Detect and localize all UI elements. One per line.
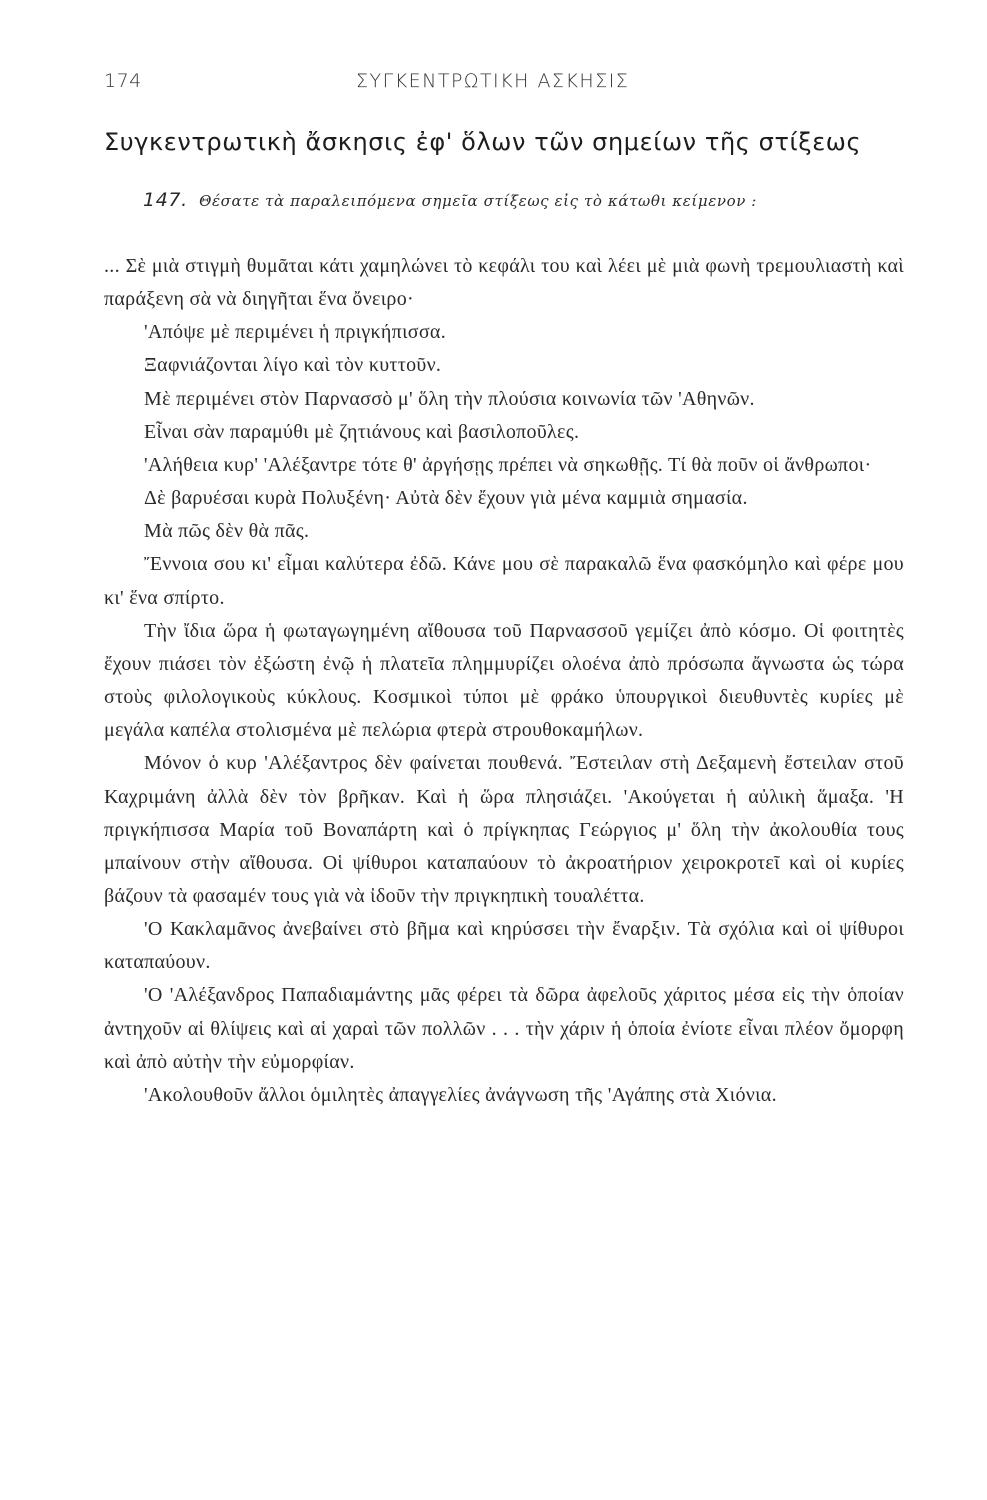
paragraph: 'Ο 'Αλέξανδρος Παπαδιαμάντης μᾶς φέρει τὰ δῶρα ἀφελοῦς χάριτος μέσα εἰς τὴν ὁποίαν ἀντηχοῦν αἱ θλίψεις καὶ αἱ χαραὶ τῶν πολλῶν . . . τὴν χάριν ἡ ὁποία ἐνίοτε εἶναι πλέον ὄμορφη καὶ ἀπὸ αὐτὴν τὴν εὐμορφίαν.: [104, 984, 904, 1073]
paragraph: ... Σὲ μιὰ στιγμὴ θυμᾶται κάτι χαμηλώνει τὸ κεφάλι του καὶ λέει μὲ μιὰ φωνὴ τρεμουλιαστὴ καὶ παράξενη σὰ νὰ διηγῆται ἕνα ὄνειρο·: [104, 255, 904, 311]
paragraph: Εἶναι σὰν παραμύθι μὲ ζητιάνους καὶ βασιλοποῦλες.: [144, 420, 580, 443]
paragraph: 'Ο Κακλαμᾶνος ἀνεβαίνει στὸ βῆμα καὶ κηρύσσει τὴν ἔναρξιν. Τὰ σχόλια καὶ οἱ ψίθυροι καταπαύουν.: [104, 918, 904, 974]
paragraph: Ἔννοια σου κι' εἶμαι καλύτερα ἐδῶ. Κάνε μου σὲ παρακαλῶ ἕνα φασκόμηλο καὶ φέρε μου κι' ἕνα σπίρτο.: [104, 553, 904, 609]
exercise-number: 147.: [143, 189, 188, 211]
running-head: [104, 70, 904, 100]
paragraph: Ξαφνιάζονται λίγο καὶ τὸν κυττοῦν.: [144, 354, 442, 377]
paragraph: Τὴν ἴδια ὥρα ἡ φωταγωγημένη αἴθουσα τοῦ Παρνασσοῦ γεμίζει ἀπὸ κόσμο. Οἱ φοιτητὲς ἔχουν πιάσει τὸν ἐξώστη ἐνῷ ἡ πλατεῖα πλημμυρίζει ολοένα ἀπὸ πρόσωπα ἄγνωστα ὡς τώρα στοὺς φιλολογικοὺς κύκλους. Κοσμικοὶ τύποι μὲ φράκο ὑπουργικοὶ διευθυντὲς κυρίες μὲ μεγάλα καπέλα στολισμένα μὲ πελώρια φτερὰ στρουθοκαμήλων.: [104, 619, 904, 742]
paragraph: Μὰ πῶς δὲν θὰ πᾶς.: [144, 520, 310, 543]
running-title: ΣΥΓΚΕΝΤΡΩΤΙΚΗ ΑΣΚΗΣΙΣ: [356, 70, 630, 92]
paragraph: Μόνον ὁ κυρ 'Αλέξαντρος δὲν φαίνεται πουθενά. Ἔστειλαν στὴ Δεξαμενὴ ἔστειλαν στοῦ Καχριμάνη ἀλλὰ δὲν τὸν βρῆκαν. Καὶ ἡ ὥρα πλησιάζει. 'Ακούγεται ἡ αὐλικὴ ἅμαξα. 'Η πριγκήπισσα Μαρία τοῦ Βοναπάρτη καὶ ὁ πρίγκηπας Γεώργιος μ' ὅλη τὴν ἀκολουθία τους μπαίνουν στὴν αἴθουσα. Οἱ ψίθυροι καταπαύουν τὸ ἀκροατήριον χειροκροτεῖ καὶ οἱ κυρίες βάζουν τὰ φασαμέν τους γιὰ νὰ ἰδοῦν τὴν πριγκηπικὴ τουαλέττα.: [104, 752, 904, 907]
exercise-instruction: [143, 189, 903, 211]
exercise-instruction-text: Θέσατε τὰ παραλειπόμενα σημεῖα στίξεως εἰς τὸ κάτωθι κείμενον :: [199, 192, 757, 210]
page-number: 174: [104, 70, 142, 92]
section-heading: Συγκεντρωτικὴ ἄσκησις ἐφ' ὅλων τῶν σημείων τῆς στίξεως: [104, 128, 862, 156]
paragraph: Μὲ περιμένει στὸν Παρνασσὸ μ' ὅλη τὴν πλούσια κοινωνία τῶν 'Αθηνῶν.: [144, 387, 755, 410]
paragraph: 'Αλήθεια κυρ' 'Αλέξαντρε τότε θ' ἀργήσῃς πρέπει νὰ σηκωθῇς. Τί θὰ ποῦν οἱ ἄνθρωποι·: [144, 453, 872, 476]
body-text: [104, 250, 904, 1112]
paragraph: 'Ακολουθοῦν ἄλλοι ὁμιλητὲς ἀπαγγελίες ἀνάγνωση τῆς 'Αγάπης στὰ Χιόνια.: [144, 1083, 777, 1106]
paragraph: Δὲ βαρυέσαι κυρὰ Πολυξένη· Αὐτὰ δὲν ἔχουν γιὰ μένα καμμιὰ σημασία.: [144, 487, 748, 510]
paragraph: 'Απόψε μὲ περιμένει ἡ πριγκήπισσα.: [144, 321, 446, 344]
